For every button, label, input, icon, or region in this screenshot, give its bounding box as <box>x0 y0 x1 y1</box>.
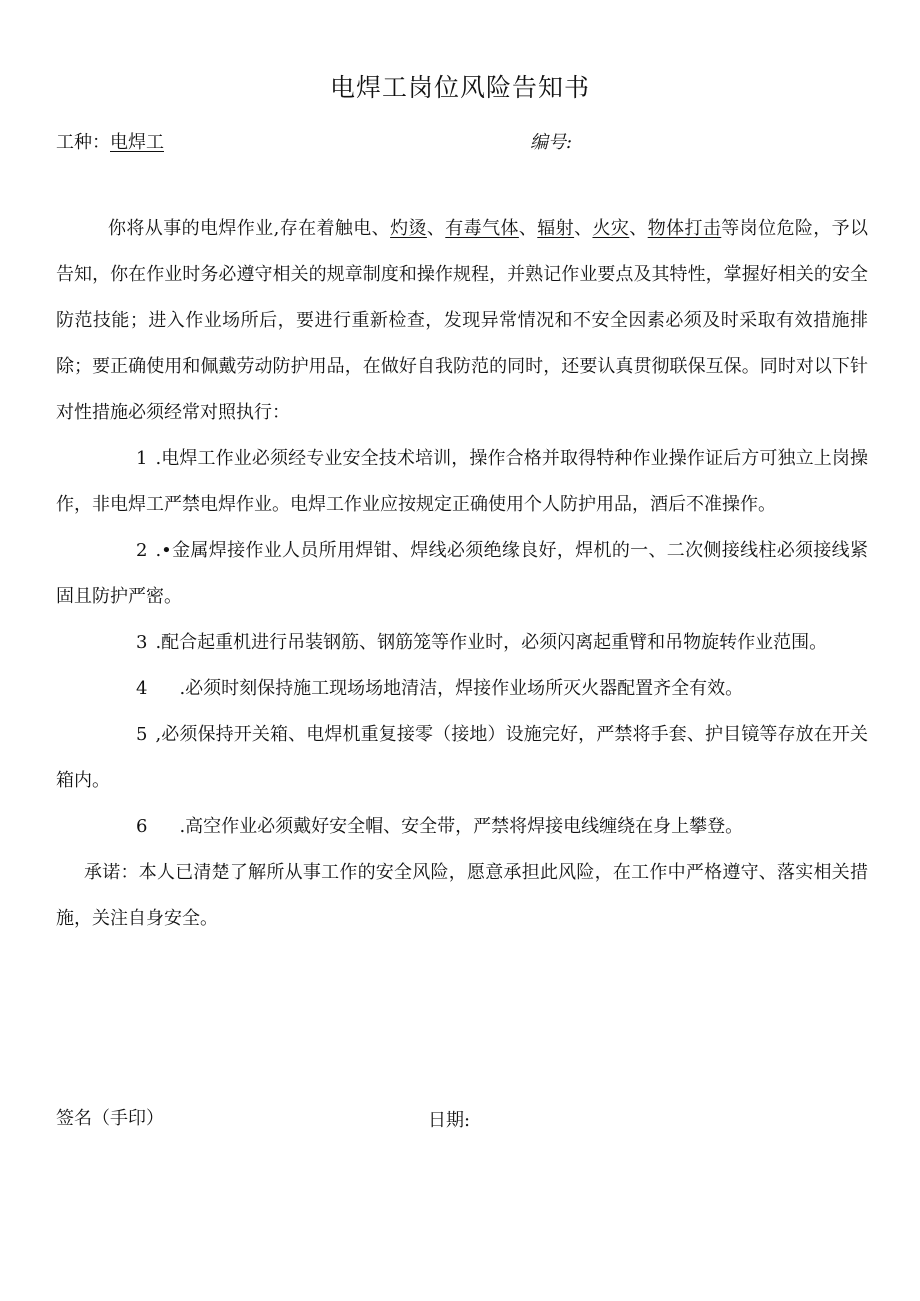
measure-number: 1 <box>136 448 148 469</box>
measure-number: 5 <box>136 724 148 745</box>
hazard-fire: 火灾 <box>592 218 630 239</box>
hazard-object-strike: 物体打击 <box>647 218 722 239</box>
date-label: 日期: <box>428 1110 471 1131</box>
measure-text: .必须时刻保持施工现场场地清洁，焊接作业场所灭火器配置齐全有效。 <box>179 678 744 699</box>
document-title: 电焊工岗位风险告知书 <box>329 73 590 102</box>
measure-text: ,必须保持开关箱、电焊机重复接零（接地）设施完好，严禁将手套、护目镜等存放在开关箱内。 <box>56 724 868 791</box>
measure-item-3 <box>56 620 868 666</box>
hazard-separator: 、 <box>574 218 593 239</box>
measure-text: .•金属焊接作业人员所用焊钳、焊线必须绝缘良好，焊机的一、二次侧接线柱必须接线紧固且防护严密。 <box>56 540 868 607</box>
hazard-separator: 、 <box>518 218 538 239</box>
document-number-label: 编号: <box>530 132 573 153</box>
document-body <box>56 206 868 942</box>
measure-text: .高空作业必须戴好安全帽、安全带，严禁将焊接电线缠绕在身上攀登。 <box>179 816 744 837</box>
hazard-separator: 、 <box>426 218 446 239</box>
measure-number: 4 <box>136 678 148 699</box>
measure-number: 6 <box>136 816 148 837</box>
promise-paragraph: 承诺：本人已清楚了解所从事工作的安全风险，愿意承担此风险，在工作中严格遵守、落实相关措施，关注自身安全。 <box>56 862 868 929</box>
hazard-separator: 、 <box>629 218 648 239</box>
measure-item-1 <box>56 436 868 528</box>
hazard-toxic-gas: 有毒气体 <box>445 218 519 239</box>
intro-tail: 等岗位危险，予以告知，你在作业时务必遵守相关的规章制度和操作规程，并熟记作业要点及其特性，掌握好相关的安全防范技能；进入作业场所后，要进行重新检查，发现异常情况和不安全因素必须及时采取有效措施排除；要正确使用和佩戴劳动防护用品，在做好自我防范的同时，还要认真贯彻联保互保。同时对以下针对性措施必须经常对照执行： <box>56 218 869 423</box>
measure-item-6 <box>56 804 868 850</box>
measure-item-2 <box>56 528 868 620</box>
measure-number: 2 <box>136 540 148 561</box>
signature-label: 签名（手印） <box>56 1108 164 1129</box>
job-type-label: 工种： <box>56 132 110 153</box>
measure-number: 3 <box>136 632 148 653</box>
measure-text: .电焊工作业必须经专业安全技术培训，操作合格并取得特种作业操作证后方可独立上岗操作，非电焊工严禁电焊作业。电焊工作业应按规定正确使用个人防护用品，酒后不准操作。 <box>56 448 868 515</box>
measure-item-4 <box>56 666 868 712</box>
hazard-burn: 灼烫 <box>390 218 427 239</box>
measure-item-5 <box>56 712 868 804</box>
intro-lead: 你将从事的电焊作业,存在着触电、 <box>108 218 391 239</box>
job-type <box>56 128 164 154</box>
measure-text: .配合起重机进行吊装钢筋、钢筋笼等作业时，必须闪离起重臂和吊物旋转作业范围。 <box>155 632 828 653</box>
hazard-radiation: 辐射 <box>537 218 575 239</box>
job-type-value: 电焊工 <box>110 132 164 153</box>
intro-paragraph <box>56 206 868 436</box>
